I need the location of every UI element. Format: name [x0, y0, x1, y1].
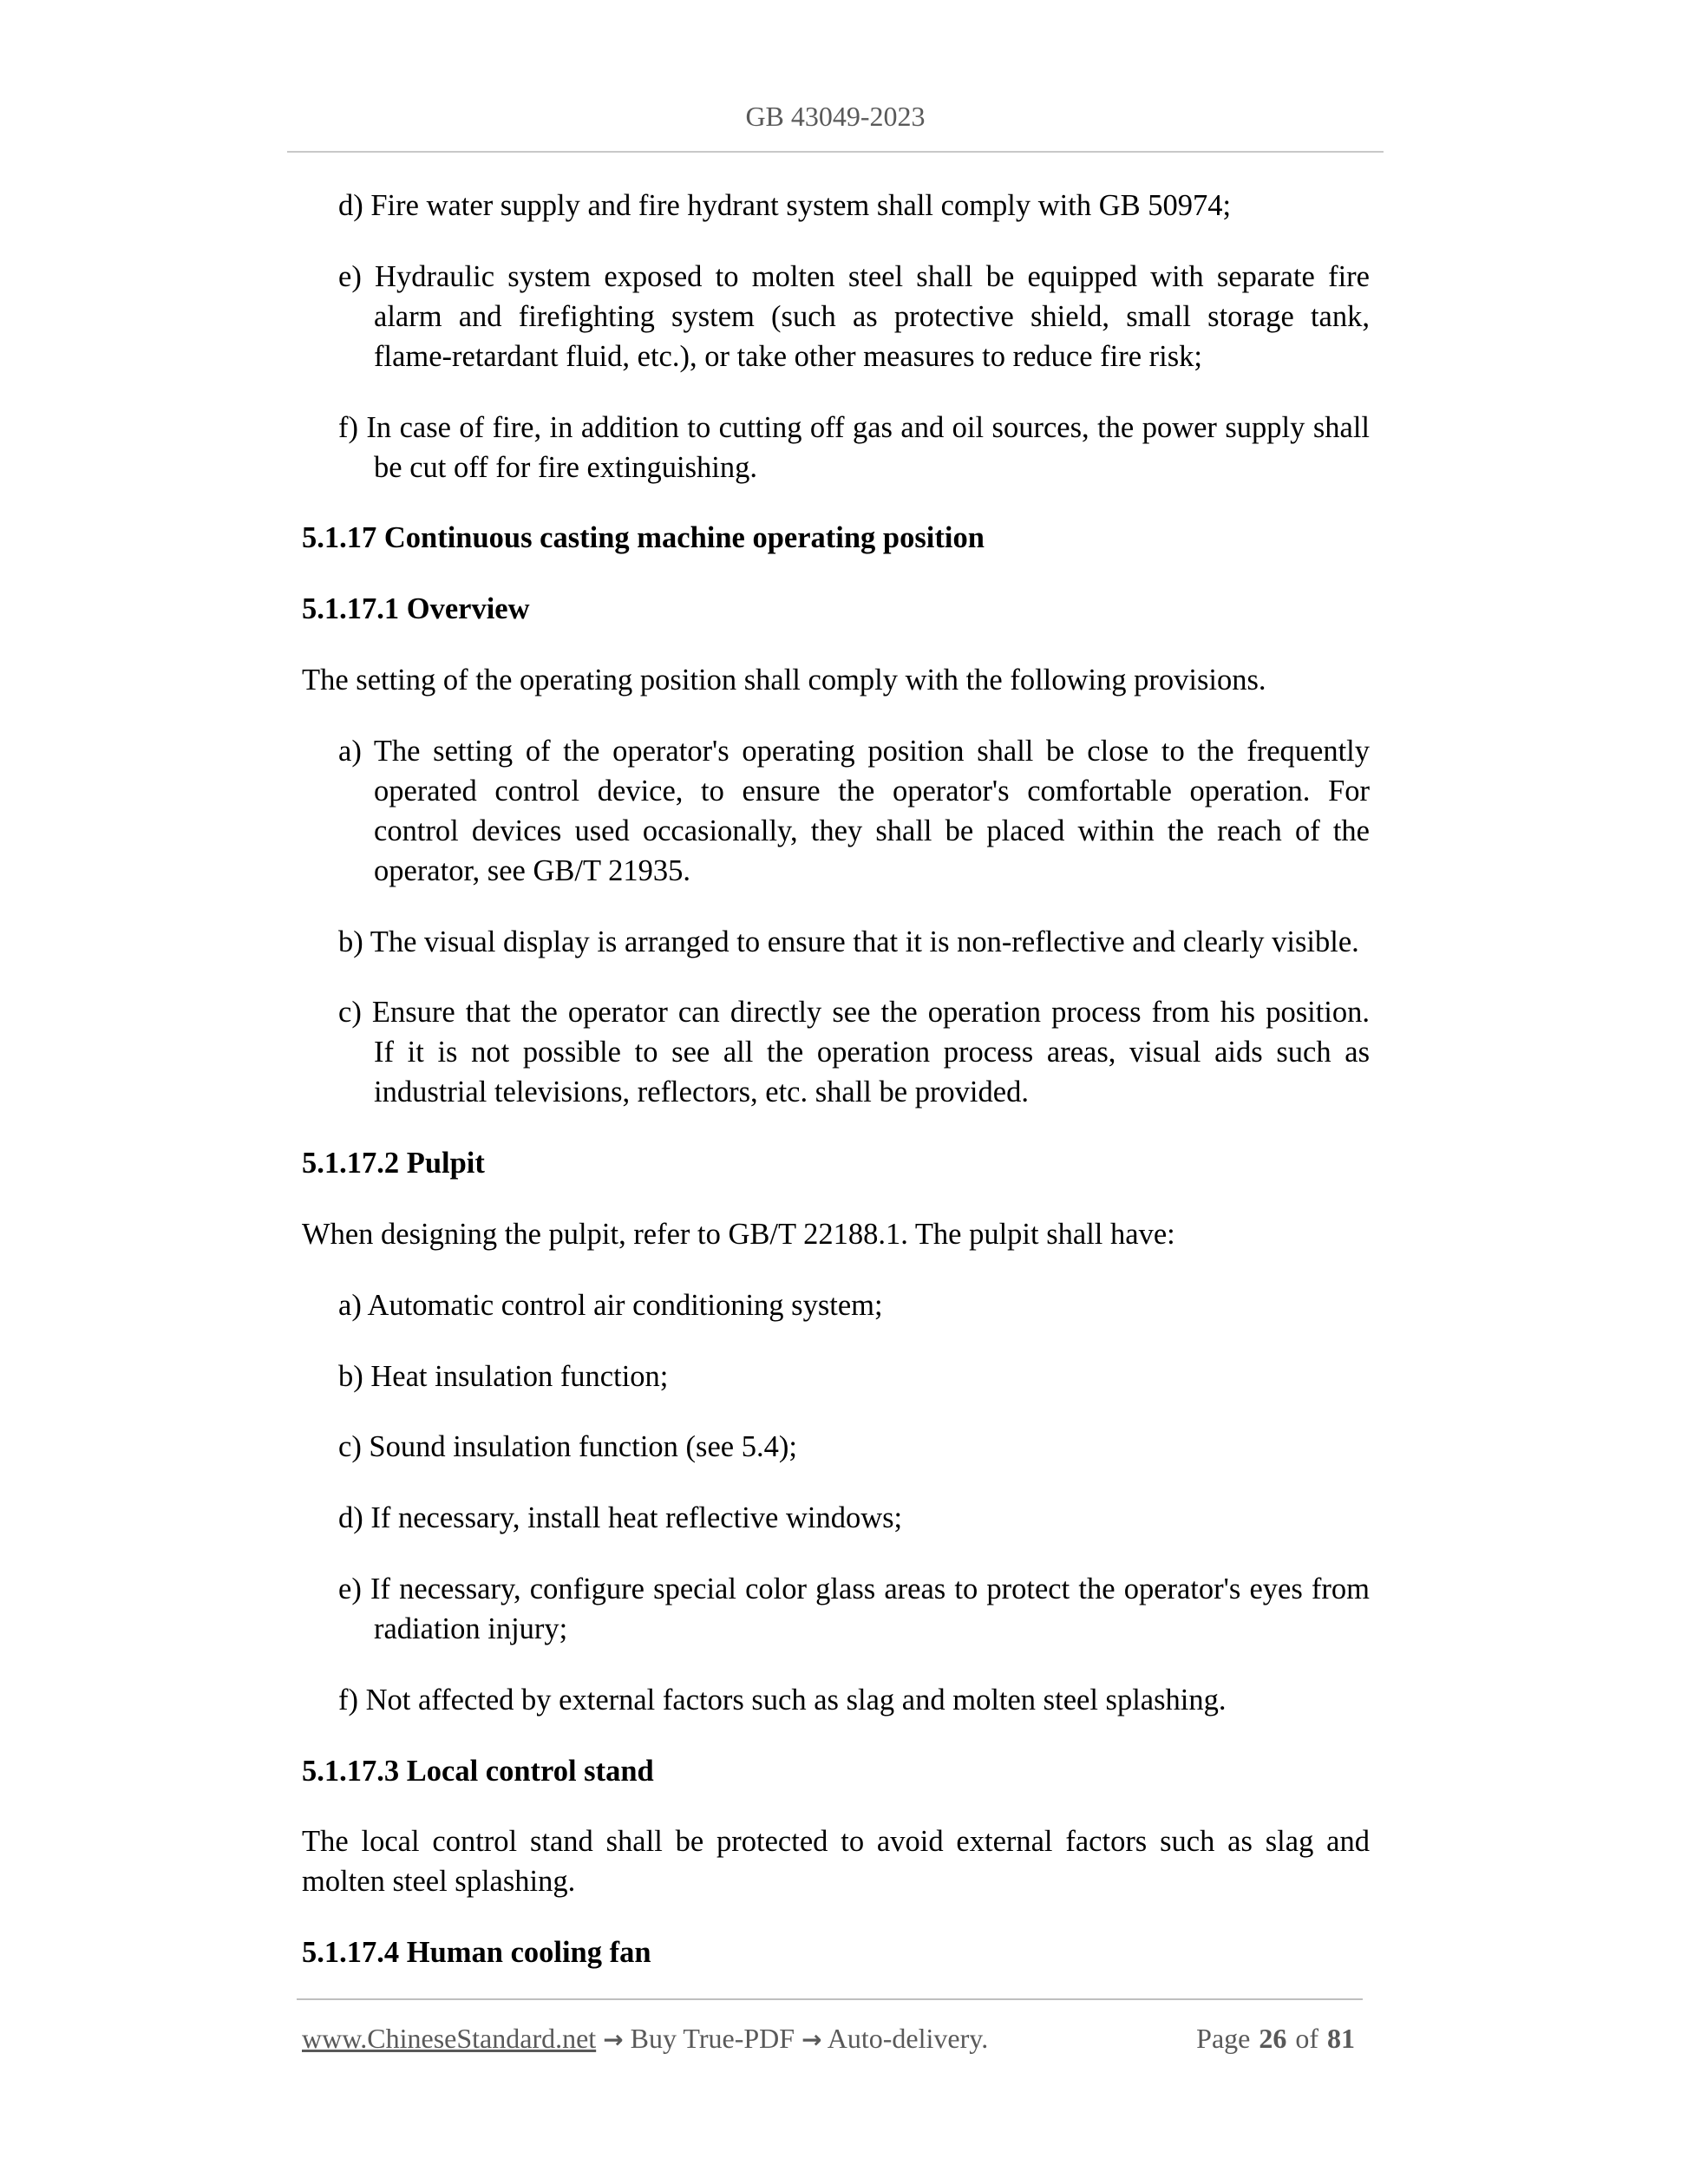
text-line: be cut off for fire extinguishing. [374, 450, 757, 484]
arrow-right-icon: → [603, 2025, 624, 2054]
section-heading-5-1-17-4 [0, 1932, 1688, 1972]
section-heading-5-1-17-2 [0, 1143, 1688, 1183]
section-heading-5-1-17-3 [0, 1751, 1688, 1791]
list-item-heat-insulation [0, 1357, 1688, 1396]
text-line: flame-retardant fluid, etc.), or take other measures to reduce fire risk; [374, 339, 1203, 373]
text-line: d) Fire water supply and fire hydrant system shall comply with GB 50974; [338, 189, 1232, 222]
paragraph-pulpit-intro [0, 1214, 1688, 1254]
text-line: e) If necessary, configure special color glass areas to protect the operator's eyes from [338, 1572, 1370, 1605]
text-line: c) Ensure that the operator can directly see the operation process from his position. [338, 996, 1370, 1030]
list-item-reflective-windows [0, 1498, 1688, 1538]
text-line: f) Not affected by external factors such as slag and molten steel splashing. [338, 1683, 1227, 1716]
list-item-operating-position [0, 731, 1688, 891]
text-line: When designing the pulpit, refer to GB/T 22188.1. The pulpit shall have: [302, 1217, 1175, 1251]
text-line: f) In case of fire, in addition to cutting off gas and oil sources, the power supply shall [338, 410, 1370, 444]
text-line: operator, see GB/T 21935. [374, 853, 690, 887]
list-item-fire-case [0, 408, 1688, 487]
document-code-header: GB 43049-2023 [745, 101, 926, 132]
text-line: molten steel splashing. [302, 1865, 576, 1899]
auto-delivery-text: Auto-delivery. [827, 2023, 989, 2054]
heading-text: 5.1.17.3 Local control stand [302, 1754, 654, 1788]
list-item-sound-insulation [0, 1427, 1688, 1467]
list-item-external-factors [0, 1680, 1688, 1720]
text-line: e) Hydraulic system exposed to molten steel shall be equipped with separate fire [338, 259, 1370, 293]
current-page-number: 26 [1259, 2023, 1287, 2054]
list-item-air-conditioning [0, 1285, 1688, 1325]
footer-divider [297, 1998, 1363, 2000]
text-line: The local control stand shall be protected to avoid external factors such as slag and [302, 1825, 1370, 1859]
text-line: b) Heat insulation function; [338, 1359, 669, 1393]
text-line: d) If necessary, install heat reflective windows; [338, 1501, 903, 1535]
text-line: radiation injury; [374, 1612, 568, 1645]
text-line: The setting of the operating position shall comply with the following provisions. [302, 663, 1266, 696]
paragraph-local-control-stand [0, 1821, 1688, 1901]
page-number [1196, 2021, 1358, 2056]
section-heading-5-1-17-1 [0, 589, 1688, 629]
text-line: industrial televisions, reflectors, etc. shall be provided. [374, 1076, 1029, 1109]
list-item-hydraulic-system [0, 257, 1688, 376]
list-item-color-glass [0, 1569, 1688, 1649]
section-heading-5-1-17 [0, 518, 1688, 558]
total-pages-number: 81 [1327, 2023, 1355, 2054]
page-label: Page [1196, 2023, 1251, 2054]
text-line: control devices used occasionally, they shall be placed within the reach of the [374, 814, 1370, 847]
heading-text: 5.1.17.4 Human cooling fan [302, 1936, 651, 1970]
text-line: operated control device, to ensure the operator's comfortable operation. For [374, 774, 1370, 808]
text-line: a) Automatic control air conditioning system; [338, 1288, 883, 1322]
buy-pdf-text: Buy True-PDF [630, 2023, 795, 2054]
heading-text: 5.1.17.1 Overview [302, 592, 530, 626]
list-item-fire-water-supply [0, 186, 1688, 226]
text-line: c) Sound insulation function (see 5.4); [338, 1430, 797, 1464]
text-line: b) The visual display is arranged to ensure that it is non-reflective and clearly visible. [338, 925, 1359, 958]
header-divider [287, 151, 1384, 153]
page-footer [302, 2021, 1358, 2056]
arrow-right-icon: → [801, 2025, 822, 2054]
heading-text: 5.1.17.2 Pulpit [302, 1147, 485, 1180]
paragraph-overview-intro [0, 660, 1688, 700]
of-label: of [1295, 2023, 1318, 2054]
list-item-operator-view [0, 992, 1688, 1112]
text-line: a) The setting of the operator's operating position shall be close to the frequently [338, 734, 1370, 768]
page-body [0, 186, 1688, 1972]
text-line: alarm and firefighting system (such as protective shield, small storage tank, [374, 299, 1370, 333]
website-link[interactable]: www.ChineseStandard.net [302, 2023, 597, 2054]
heading-text: 5.1.17 Continuous casting machine operating position [302, 521, 985, 555]
list-item-visual-display [0, 922, 1688, 962]
text-line: If it is not possible to see all the operation process areas, visual aids such as [374, 1036, 1370, 1069]
